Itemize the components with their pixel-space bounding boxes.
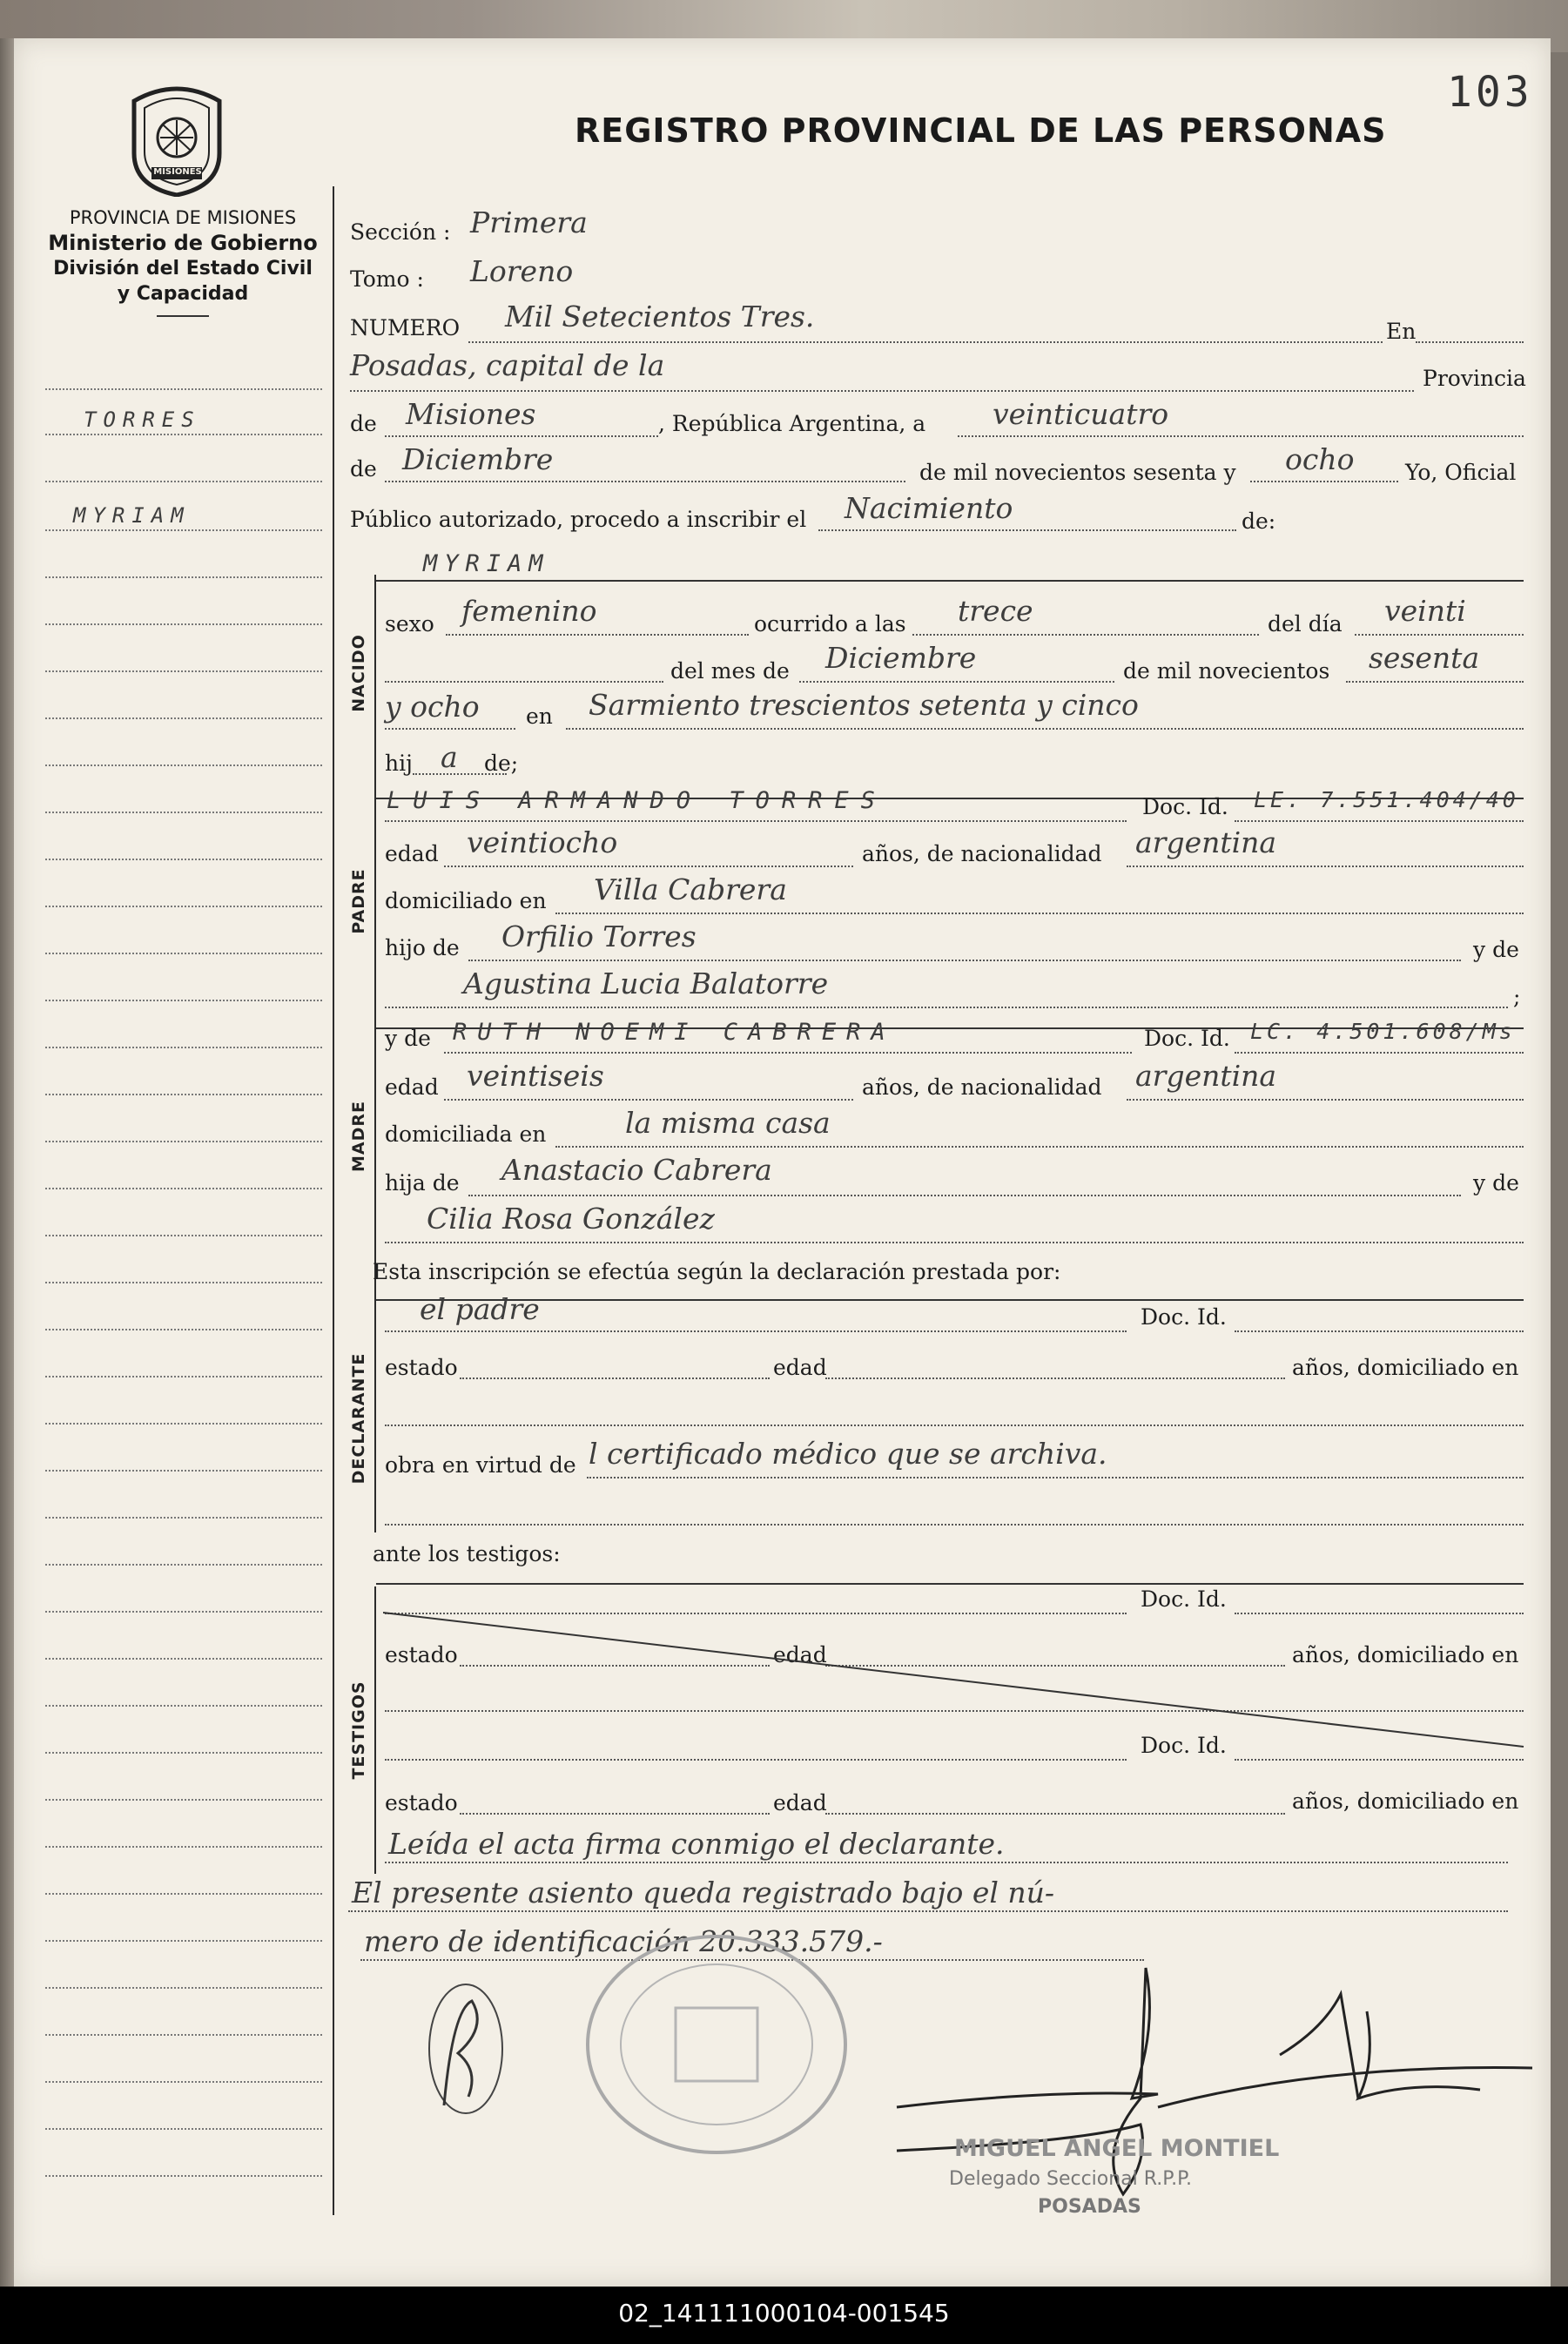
testigo1-edad-label: edad [773,1642,827,1667]
madre-doc-label: Doc. Id. [1144,1026,1230,1051]
madre-nac-value: argentina [1135,1059,1277,1093]
year-label: de mil novecientos sesenta y [919,460,1236,485]
declarante-anios-label: años, domiciliado en [1292,1355,1519,1380]
margin-rule [45,1235,322,1236]
hij-label: hij [385,751,413,776]
en-label: En [1386,319,1417,344]
page-number: 103 [1447,68,1533,117]
province-rule [385,435,658,437]
obra-rule [587,1477,1524,1478]
madre-dom-value: la misma casa [625,1106,831,1140]
numero-value: Mil Setecientos Tres. [505,300,815,333]
margin-rule [45,388,322,390]
margin-divider-line [333,186,334,2215]
del-mes-label: del mes de [670,658,790,684]
section-label-madre: MADRE [349,1101,368,1172]
margin-rule [45,1141,322,1142]
margin-rule [45,1000,322,1001]
seccion-label: Sección : [350,219,451,245]
act-value: Nacimiento [845,491,1013,525]
testigo2-estado-label: estado [385,1790,458,1815]
margin-rule [45,1705,322,1707]
closing-line-1: Leída el acta firma conmigo el declarante. [388,1827,1005,1861]
margin-rule [45,1564,322,1566]
void-strike-line [383,1611,1532,1750]
place-value: Posadas, capital de la [350,348,665,382]
margin-given-name: MYRIAM [73,503,191,528]
margin-rule [45,1658,322,1660]
margin-rule [45,529,322,531]
testigo2-edad-rule [825,1813,1285,1815]
margin-rule [45,623,322,625]
hora-rule [912,634,1259,636]
margin-rule [45,2081,322,2083]
padre-doc-rule [1235,820,1524,822]
madre-madre-value: Cilia Rosa González [427,1202,715,1236]
margin-rule [45,1047,322,1048]
margin-rule [45,1282,322,1283]
margin-rule [45,764,322,766]
testigo2-anios-label: años, domiciliado en [1292,1788,1519,1814]
anio-cont-rule [385,728,515,730]
madre-name-rule [444,1052,1132,1054]
margin-rule [45,859,322,860]
declarante-dom-rule [385,1425,1524,1426]
margin-rule [45,1752,322,1754]
section-divider-line [374,1296,376,1531]
padre-name-value: LUIS ARMANDO TORRES [387,787,887,814]
margin-rule [45,906,322,907]
margin-rule [45,1517,322,1519]
margin-rule [45,576,322,578]
madre-name-value: RUTH NOEMI CABRERA [453,1019,896,1046]
margin-rule [45,1799,322,1801]
margin-rule [45,1846,322,1848]
madre-nac-label: años, de nacionalidad [862,1074,1102,1100]
margin-rule [45,434,322,435]
document-title: REGISTRO PROVINCIAL DE LAS PERSONAS [575,111,1387,150]
padre-madre-rule [385,1007,1508,1008]
act-rule [818,529,1236,531]
sexo-value: femenino [461,594,597,628]
nacido-rule [376,580,1524,582]
dia-value: veinti [1384,594,1466,628]
oficial-label: Yo, Oficial [1405,460,1517,485]
margin-rule [45,1423,322,1425]
month-rule [385,481,905,482]
testigo1-anios-label: años, domiciliado en [1292,1642,1519,1667]
dia-rule [1355,634,1524,636]
declarante-edad-label: edad [773,1355,827,1380]
sexo-rule [446,634,749,636]
madre-madre-rule [385,1242,1524,1243]
section-label-nacido: NACIDO [349,634,368,712]
tomo-value: Loreno [470,254,574,288]
closing-line-3: mero de identificación 20.333.579.- [364,1924,883,1958]
year-value: ocho [1285,442,1355,476]
testigos-rule [376,1583,1524,1585]
margin-rule [45,481,322,482]
declarante-rule [376,1299,1524,1301]
numero-label: NUMERO [350,315,461,340]
anio-value: sesenta [1369,641,1480,675]
testigo2-edad-label: edad [773,1790,827,1815]
ocurrido-label: ocurrido a las [754,611,906,637]
official-seal [582,1931,851,2158]
document-id: 02_141111000104-001545 [618,2299,950,2327]
lugar-rule [566,728,1524,730]
madre-edad-rule [444,1099,853,1101]
hij-value: a [441,740,458,774]
madre-hija-label: hija de [385,1170,460,1196]
en-label-2: en [526,704,553,729]
agency-block [35,205,331,317]
closing-rule-2 [348,1910,1508,1912]
testigo1-doc-label: Doc. Id. [1141,1586,1227,1612]
section-label-testigos: TESTIGOS [349,1681,368,1780]
declarante-name-rule [385,1330,1127,1332]
republica-label: , República Argentina, a [658,411,926,436]
madre-edad-label: edad [385,1074,439,1100]
padre-yde-label: y de [1473,937,1519,962]
padre-semicolon: ; [1513,984,1521,1009]
madre-yde-label: y de [385,1026,431,1051]
mil-label: de mil novecientos [1123,658,1330,684]
section-divider-line [374,1586,376,1874]
margin-rule [45,717,322,719]
province-value: Misiones [406,397,536,431]
agency-division: División del Estado Civil [53,258,313,280]
padre-hijo-value: Orfilio Torres [501,919,697,953]
madre-doc-rule [1235,1052,1524,1054]
padre-edad-label: edad [385,841,439,866]
margin-surname: TORRES [84,408,201,432]
stamp-role: Delegado Seccional R.P.P. [949,2168,1192,2190]
margin-rule [45,1188,322,1189]
publico-label: Público autorizado, procedo a inscribir el [350,507,807,532]
day-rule [958,435,1524,437]
margin-rule [45,1611,322,1613]
obra-value: l certificado médico que se archiva. [589,1437,1107,1471]
madre-hija-rule [468,1195,1461,1196]
declarante-edad-rule [825,1377,1285,1379]
obra-label: obra en virtud de [385,1452,576,1478]
dia-cont-rule [385,681,663,683]
lugar-value: Sarmiento trescientos setenta y cinco [589,688,1139,722]
testigo2-estado-rule [460,1813,770,1815]
mes-rule [799,681,1114,683]
mes-value: Diciembre [825,641,977,675]
closing-rule-1 [385,1862,1508,1863]
anio-cont-value: y ocho [385,690,480,724]
stamp-name: MIGUEL ANGEL MONTIEL [954,2135,1280,2162]
de-label-2: de [350,456,377,482]
padre-doc-label: Doc. Id. [1142,794,1228,819]
madre-dom-label: domiciliada en [385,1121,547,1147]
hora-value: trece [958,594,1033,628]
madre-edad-value: veintiseis [467,1059,604,1093]
declaracion-label: Esta inscripción se efectúa según la declaración prestada por: [373,1259,1061,1284]
tomo-label: Tomo : [350,266,424,292]
closing-line-2: El presente asiento queda registrado bajo el nú- [352,1876,1055,1910]
agency-capacity: y Capacidad [117,283,249,305]
testigo2-doc-rule [1235,1759,1524,1761]
section-label-padre: PADRE [349,868,368,934]
declarante-doc-rule [1235,1330,1524,1332]
madre-nac-rule [1127,1099,1524,1101]
provincia-label: Provincia [1423,366,1526,391]
testigo2-doc-label: Doc. Id. [1141,1733,1227,1758]
declarante-end-rule [385,1524,1524,1526]
agency-province: PROVINCIA DE MISIONES [69,207,297,228]
madre-hija-value: Anastacio Cabrera [501,1153,772,1187]
padre-edad-value: veintiocho [467,825,618,859]
ante-label: ante los testigos: [373,1541,561,1566]
margin-rule [45,1094,322,1095]
place-rule [350,390,1414,392]
month-value: Diciembre [402,442,554,476]
margin-rule [45,2175,322,2177]
margin-rule [45,1376,322,1377]
margin-rule [45,953,322,954]
year-rule [1250,481,1398,482]
de-label: de [350,411,377,436]
de-semicolon-label: de; [484,751,519,776]
padre-hijo-rule [468,960,1461,961]
madre-doc-value: LC. 4.501.608/Ms [1250,1019,1516,1044]
declarante-doc-label: Doc. Id. [1141,1304,1227,1330]
madre-yde2-label: y de [1473,1170,1519,1196]
margin-rule [45,1893,322,1895]
declarante-estado-rule [460,1377,770,1379]
padre-nac-label: años, de nacionalidad [862,841,1102,866]
padre-doc-value: LE. 7.551.404/40 [1254,787,1519,812]
margin-rule [45,2128,322,2130]
margin-rule [45,1940,322,1942]
madre-dom-rule [555,1146,1524,1148]
en-rule [1416,341,1524,343]
nacido-name-value: MYRIAM [423,550,550,577]
seccion-value: Primera [470,205,588,239]
del-dia-label: del día [1268,611,1343,637]
binding-edge [0,38,14,2287]
margin-rule [45,670,322,672]
agency-ministry: Ministerio de Gobierno [48,231,318,255]
day-value: veinticuatro [993,397,1169,431]
stamp-city: POSADAS [1038,2196,1141,2218]
margin-rule [45,1987,322,1989]
initials-mark [418,1975,514,2123]
padre-edad-rule [444,866,853,867]
emblem-label: MISIONES [153,167,202,177]
padre-hijo-label: hijo de [385,935,460,960]
section-label-declarante: DECLARANTE [349,1352,368,1485]
margin-rule [45,1470,322,1472]
margin-rule [45,2034,322,2036]
padre-madre-value: Agustina Lucia Balatorre [463,967,829,1000]
padre-nac-rule [1127,866,1524,867]
margin-rule [45,1329,322,1330]
misiones-emblem-icon [125,84,228,197]
padre-name-rule [385,820,1127,822]
padre-dom-value: Villa Cabrera [594,872,787,906]
sexo-label: sexo [385,611,434,637]
padre-dom-label: domiciliado en [385,888,547,913]
padre-dom-rule [555,913,1524,914]
anio-rule [1346,681,1524,683]
testigo2-name-rule [385,1759,1127,1761]
agency-divider [157,315,209,317]
numero-rule [468,341,1383,343]
margin-rule [45,812,322,813]
padre-nac-value: argentina [1135,825,1277,859]
de-colon-label: de: [1242,509,1276,534]
testigo1-estado-label: estado [385,1642,458,1667]
declarante-name-value: el padre [420,1292,540,1326]
declarante-estado-label: estado [385,1355,458,1380]
